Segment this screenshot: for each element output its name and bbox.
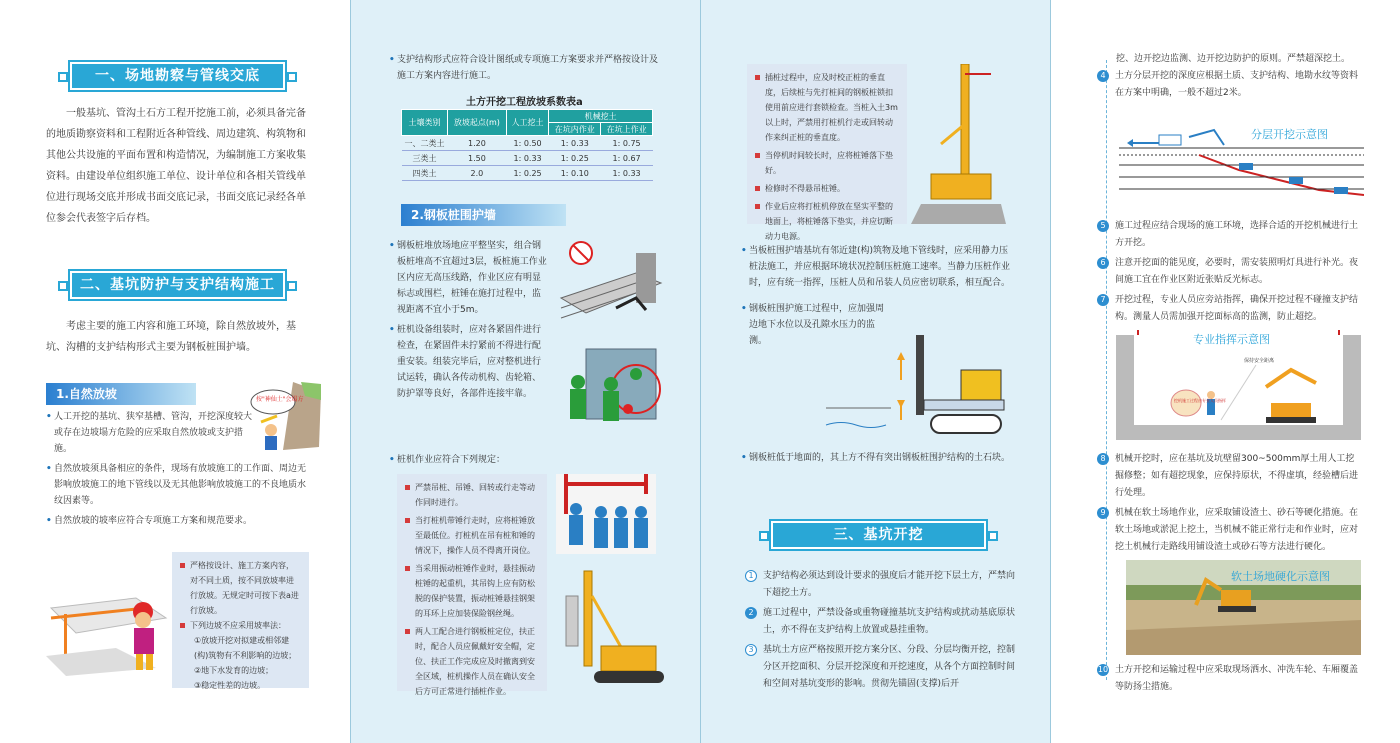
step-text: 机械开挖时，应在基坑及坑壁留300~500mm厚土用人工挖掘修整；如有超挖现象，应保持原状，不得虚填，经验槽后进行处理。 — [1115, 454, 1359, 498]
list-item: • 桩机作业应符合下列规定： — [389, 452, 589, 468]
layered-excavation-figure — [1119, 125, 1364, 203]
table-header: 放坡起点(m) — [448, 110, 507, 136]
list-item — [1097, 662, 1362, 696]
step-number: 9 — [1097, 507, 1109, 519]
step-text: 支护结构必须达到设计要求的强度后才能开挖下层土方，严禁向下超挖土方。 — [763, 571, 1016, 598]
step-text: 注意开挖面的能见度，必要时，需安装照明灯具进行补光。夜间施工宜在作业区附近张贴反光标志。 — [1115, 258, 1359, 285]
note-line: 当打桩机带锤行走时，应将桩锤放至最低位。打桩机在吊有桩和锤的情况下，操作人员不得离开岗位。 — [405, 513, 539, 558]
table-header: 在坑内作业 — [549, 123, 601, 136]
natural-slope-bullets — [46, 409, 311, 533]
list-item — [1097, 451, 1362, 502]
table-header: 土壤类别 — [402, 110, 448, 136]
panel-2 — [350, 0, 700, 743]
excavation-steps-8-9 — [1097, 451, 1362, 559]
table-cell: 1.20 — [448, 136, 507, 151]
step-number: 7 — [1097, 294, 1109, 306]
step-text: 施工过程中，严禁设备或重物碰撞基坑支护结构或扰动基底原状土，亦不得在支护结构上放置或悬挂重物。 — [763, 608, 1016, 635]
step-text: 基坑土方应严格按照开挖方案分区、分段、分层均衡开挖，控制分区开挖面积、分层开挖深度和开挖速度，从各个方面控制时间和空间对基坑变形的影响。贯彻先锚固(支撑)后开 — [763, 645, 1016, 689]
list-item — [1097, 218, 1362, 252]
list-item: • 自然放坡的坡率应符合专项施工方案和规范要求。 — [46, 513, 311, 529]
slope-coefficient-table — [401, 109, 653, 181]
table-cell: 四类土 — [402, 166, 448, 181]
note-line: 严禁吊桩、吊锤、回转或行走等动作同时进行。 — [405, 480, 539, 510]
step-number: 3 — [745, 644, 757, 656]
step-number: 8 — [1097, 453, 1109, 465]
table-cell: 1: 0.67 — [601, 151, 653, 166]
equipment-inspection-illustration — [556, 344, 666, 439]
fig2-sign: 保持安全距离 — [1244, 358, 1275, 364]
pile-rig-illustration — [911, 64, 1006, 224]
note-item: ①放坡开挖对拟建或相邻建(构)筑物有不利影响的边坡； — [194, 636, 297, 660]
table-cell: 2.0 — [448, 166, 507, 181]
table-cell: 1: 0.25 — [549, 151, 601, 166]
pile-driver-illustration — [556, 566, 666, 691]
table-cell: 1: 0.50 — [506, 136, 549, 151]
note-line: 当停机时间较长时，应将桩锤落下垫好。 — [755, 148, 899, 178]
list-item: • 当板桩围护墙基坑有邻近建(构)筑物及地下管线时，应采用静力压桩法施工，并应根据环境状况控制压桩施工速率。当静力压桩作业时，应有统一指挥，压桩人员和吊装人员应密切联系，相互配合。 — [741, 243, 1011, 291]
slope-rules-note — [172, 552, 309, 688]
list-item: • 钢板桩堆放场地应平整坚实，组合钢板桩堆高不宜超过3层，板桩施工作业区内应无高压线路，作业区应有明显标志或围栏，桩锤在施打过程中，监视距离不宜小于5m。 — [389, 238, 549, 318]
note-line: 检修时不得悬吊桩锤。 — [755, 181, 899, 196]
note-line: 两人工配合进行钢板桩定位，扶正时，配合人员应佩戴好安全帽，定位、扶正工作完成应及时撤离到安全区域，桩机操作人员在确认安全后方可正常进行插桩作业。 — [405, 624, 539, 699]
pile-insertion-notes — [747, 64, 907, 241]
workers-team-illustration — [556, 474, 656, 554]
step-text: 土方分层开挖的深度应根据土质、支护结构、地勘水纹等资料在方案中明确，一般不超过2米。 — [1115, 71, 1359, 98]
table-cell: 1.50 — [448, 151, 507, 166]
table-cell: 1: 0.33 — [549, 136, 601, 151]
sheet-pile-bullets-2 — [389, 452, 589, 472]
step-number: 5 — [1097, 220, 1109, 232]
step-number: 10 — [1097, 665, 1109, 674]
list-item: • 支护结构形式应符合设计图纸或专项施工方案要求并严格按设计及施工方案内容进行施工。 — [389, 52, 664, 84]
excavation-steps-5-7 — [1097, 218, 1362, 329]
list-item — [745, 568, 1015, 602]
table-cell: 三类土 — [402, 151, 448, 166]
list-item — [1097, 505, 1362, 556]
list-item: • 钢板桩低于地面的，其上方不得有突出钢板桩围护结构的土石块。 — [741, 450, 1011, 466]
section-3-title: 三、基坑开挖 — [771, 521, 986, 549]
panel-4 — [1050, 0, 1400, 743]
excavation-steps-1 — [745, 568, 1015, 696]
bubble-text: 按"神仙土"会塌方 — [256, 396, 304, 403]
note-line: 当采用振动桩锤作业时，悬挂振动桩锤的起重机，其吊钩上应有防松脱的保护装置，振动桩锤悬挂钢架的耳环上应加装保险钢丝绳。 — [405, 561, 539, 621]
table-cell: 1: 0.33 — [601, 166, 653, 181]
section-1-title: 一、场地勘察与管线交底 — [70, 62, 285, 90]
sheet-pile-bullets-1 — [389, 238, 549, 406]
table-header: 人工挖土 — [506, 110, 549, 136]
note-line: 作业后应将打桩机停放在坚实平整的地面上，将桩锤落下垫实，并应切断动力电源。 — [755, 199, 899, 244]
list-item — [1097, 68, 1362, 102]
step-text: 开挖过程，专业人员应旁站指挥，确保开挖过程不碰撞支护结构。测量人员需加强开挖面标高的监测，防止超挖。 — [1115, 295, 1359, 322]
panel-3 — [700, 0, 1050, 743]
list-item: • 钢板桩围护施工过程中，应加强周边地下水位以及孔隙水压力的监测。 — [741, 301, 891, 349]
note-item: ③稳定性差的边坡。 — [194, 681, 266, 690]
table-cell: 1: 0.75 — [601, 136, 653, 151]
panel-1 — [0, 0, 350, 743]
table-row — [402, 151, 653, 166]
step-text: 土方开挖和运输过程中应采取现场洒水、冲洗车轮、车厢覆盖等防扬尘措施。 — [1115, 665, 1359, 692]
continued-text: 挖、边开挖边监测、边开挖边防护的原则。严禁超深挖土。 — [1116, 54, 1351, 64]
fig-supervision-label: 专业指挥示意图 — [1193, 333, 1270, 346]
pile-machine-notes — [397, 474, 547, 696]
step-number: 4 — [1097, 70, 1109, 82]
section-2-paragraph: 考虑主要的施工内容和施工环境，除自然放坡外，基坑、沟槽的支护结构形式主要为钢板桩围护墙。 — [46, 321, 296, 353]
excavation-step-10 — [1097, 662, 1362, 699]
table-cell: 1: 0.10 — [549, 166, 601, 181]
note-line: 插桩过程中，应及时校正桩的垂直度，后续桩与先打桩间的钢板桩锁扣使用前应进行套锁检查。当桩入土3m以上时，严禁用打桩机行走或回转动作来纠正桩的垂直度。 — [755, 70, 899, 145]
slope-table-title: 土方开挖工程放坡系数表a — [466, 97, 583, 108]
note-line: 下列边坡不应采用坡率法： — [180, 618, 301, 633]
subsection-natural-slope-title: 1.自然放坡 — [46, 383, 196, 405]
table-row — [402, 136, 653, 151]
list-item: • 桩机设备组装时，应对各紧固件进行检查，在紧固件未拧紧前不得进行配重安装。组装完毕后，应对整机进行试运转，确认各传动机构、齿轮箱、防护罩等良好，各部件连接牢靠。 — [389, 322, 549, 402]
table-header: 在坑上作业 — [601, 123, 653, 136]
fig-soft-ground-label: 软土场地硬化示意图 — [1231, 570, 1330, 583]
list-item: • 自然放坡须具备相应的条件，现场有放坡施工的工作面、周边无影响放坡施工的地下管线以及无其他影响放坡施工的不良地质水纹因素等。 — [46, 461, 311, 509]
section-1-paragraph: 一般基坑、管沟土石方工程开挖施工前，必须具备完备的地质勘察资料和工程附近各种管线、周边建筑、构筑物和其他公共设施的平面布置和构造情况，为编制施工方案收集资料。由建设单位组织施工单位、设计单位和各相关管线单位进行现场交底并形成书面交底记录，书面交底记录经各单位参会代表签字后存档。 — [46, 108, 306, 224]
step-text: 机械在软土场地作业，应采取铺设渣土、砂石等硬化措施。在软土场地或淤泥上挖土，当机械不能正常行走和作业时，应对挖土机械行走路线用铺设渣土或砂石等方法进行硬化。 — [1115, 508, 1359, 552]
table-header: 机械挖土 — [549, 110, 653, 123]
step-number: 2 — [745, 607, 757, 619]
list-item — [745, 642, 1015, 693]
list-item — [1097, 255, 1362, 289]
list-item: • 人工开挖的基坑、狭窄基槽、管沟，开挖深度较大或存在边坡塌方危险的应采取自然放坡或支护措施。 — [46, 409, 311, 457]
pile-below-ground-bullet — [741, 450, 1011, 470]
note-item: ②地下水发育的边坡； — [194, 666, 274, 675]
section-2-title: 二、基坑防护与支护结构施工 — [70, 271, 285, 299]
worker-barrier-illustration — [46, 578, 171, 678]
timeline-dashed-line — [1106, 60, 1107, 680]
table-row — [402, 166, 653, 181]
table-cell: 1: 0.25 — [506, 166, 549, 181]
step-number: 1 — [745, 570, 757, 582]
step-text: 施工过程应结合现场的施工环境，选择合适的开挖机械进行土方开挖。 — [1115, 221, 1359, 248]
list-item — [1097, 292, 1362, 326]
table-cell: 一、二类土 — [402, 136, 448, 151]
note-line: 严格按设计、施工方案内容，对不同土质，按不同放坡率进行放坡。无规定时可按下表a进行放坡。 — [180, 558, 301, 618]
list-item — [745, 605, 1015, 639]
support-intro — [389, 52, 664, 88]
step-number: 6 — [1097, 257, 1109, 269]
fig2-bubble: 挖机施工过程由专业人员指挥 — [1174, 398, 1226, 403]
static-press-machine-illustration — [821, 330, 1011, 445]
subsection-sheet-pile-title: 2.钢板桩围护墙 — [401, 204, 566, 226]
pile-stack-illustration — [556, 238, 666, 338]
fig-layered-label: 分层开挖示意图 — [1251, 128, 1328, 141]
excavation-step-4 — [1097, 68, 1362, 105]
table-cell: 1: 0.33 — [506, 151, 549, 166]
